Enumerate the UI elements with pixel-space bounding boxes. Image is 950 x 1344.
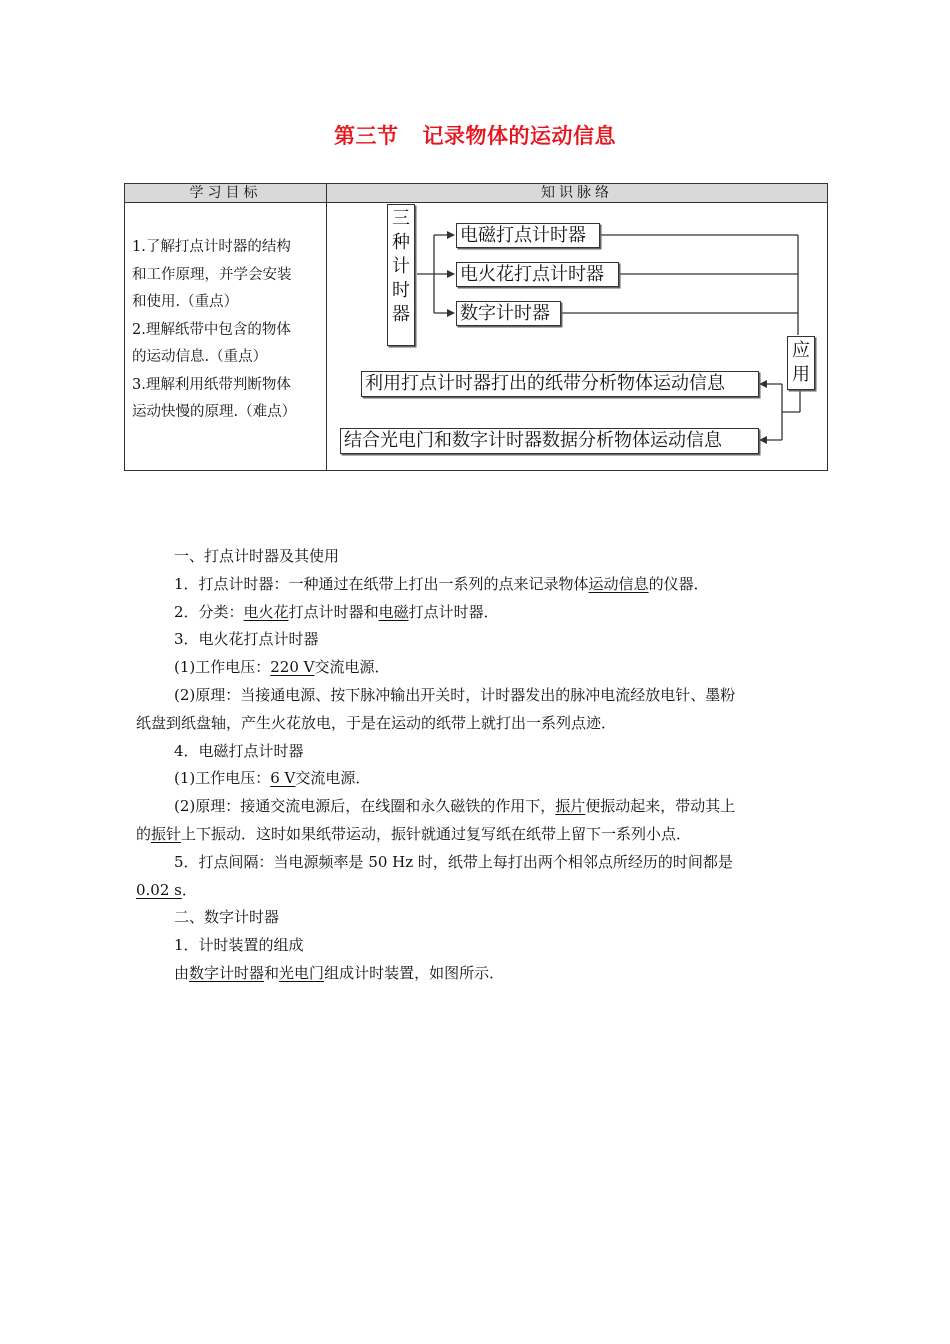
vertical-char: 三 <box>392 208 410 229</box>
box-label: 结合光电门和数字计时器数据分析物体运动信息 <box>344 430 722 451</box>
paragraph <box>136 765 816 793</box>
learning-goals-list <box>132 234 328 427</box>
text: 的 <box>136 824 152 843</box>
answer-blank: 电磁 <box>378 602 409 621</box>
photogate-analysis-box <box>340 428 759 454</box>
page-title <box>0 120 950 150</box>
vertical-char: 用 <box>792 364 810 385</box>
answer-blank: 振片 <box>555 797 586 816</box>
goal-line: 2.理解纸带中包含的物体 <box>132 321 291 338</box>
goal-line: 和使用.（重点） <box>132 294 239 310</box>
paragraph: 5．打点间隔：当电源频率是 50 Hz 时，纸带上每打出两个相邻点所经历的时间都是 <box>174 852 733 871</box>
answer-blank: 220 V <box>270 658 315 677</box>
paragraph <box>136 793 816 821</box>
vertical-char: 种 <box>392 232 410 253</box>
answer-blank: 0.02 s <box>136 880 182 899</box>
section-heading: 一、打点计时器及其使用 <box>174 547 340 565</box>
answer-blank: 电火花 <box>243 602 289 621</box>
vertical-char: 时 <box>392 280 410 301</box>
box-label: 电磁打点计时器 <box>460 224 586 246</box>
paragraph-continuation <box>136 821 816 849</box>
text: (1)工作电压： <box>174 658 271 677</box>
title-topic: 记录物体的运动信息 <box>422 124 616 148</box>
vertical-char: 应 <box>792 340 810 361</box>
text: (1)工作电压： <box>174 769 271 788</box>
application-box <box>787 336 815 390</box>
answer-blank: 振针 <box>151 824 182 843</box>
three-timers-box <box>387 204 415 346</box>
vertical-char: 计 <box>392 256 410 277</box>
paragraph <box>136 571 816 599</box>
paragraph <box>136 654 816 682</box>
electromagnetic-timer-box <box>456 223 600 248</box>
answer-blank: 数字计时器 <box>189 963 265 982</box>
answer-blank: 运动信息 <box>588 574 649 593</box>
lesson-content <box>136 543 816 988</box>
answer-blank: 光电门 <box>279 963 325 982</box>
text: 1．打点计时器：一种通过在纸带上打出一系列的点来记录物体 <box>174 574 589 593</box>
text: 组成计时装置，如图所示． <box>324 963 505 982</box>
text: 打点计时器和 <box>288 602 379 621</box>
goal-line: 3.理解利用纸带判断物体 <box>132 376 291 393</box>
knowledge-map-diagram <box>326 202 826 470</box>
text: (2)原理：接通交流电源后，在线圈和永久磁铁的作用下， <box>174 797 556 816</box>
text: 和 <box>264 963 280 982</box>
text: ． <box>181 880 197 899</box>
box-label: 电火花打点计时器 <box>460 263 604 285</box>
paragraph <box>136 599 816 627</box>
vertical-char: 器 <box>392 304 410 325</box>
paragraph <box>136 960 816 988</box>
spark-timer-box <box>456 262 619 287</box>
tape-analysis-box <box>361 371 759 397</box>
paragraph: (2)原理：当接通电源、按下脉冲输出开关时，计时器发出的脉冲电流经放电针、墨粉 <box>174 685 736 704</box>
text: 便振动起来，带动其上 <box>585 797 736 816</box>
section-heading: 二、数字计时器 <box>174 908 280 927</box>
paragraph-continuation: 纸盘到纸盘轴，产生火花放电，于是在运动的纸带上就打出一系列点迹． <box>136 713 617 732</box>
goal-line: 的运动信息.（重点） <box>132 349 268 365</box>
text: 上下振动．这时如果纸带运动，振针就通过复写纸在纸带上留下一系列小点． <box>181 824 692 843</box>
text: 2．分类： <box>174 602 244 621</box>
goal-line: 运动快慢的原理.（难点） <box>132 404 297 420</box>
box-label: 利用打点计时器打出的纸带分析物体运动信息 <box>365 373 725 394</box>
title-section-number: 第三节 <box>334 124 399 148</box>
answer-blank: 6 V <box>270 769 296 788</box>
goal-line: 1.了解打点计时器的结构 <box>132 239 291 255</box>
header-knowledge-map: 知识脉络 <box>541 185 613 201</box>
paragraph: 4．电磁打点计时器 <box>174 741 304 760</box>
header-learning-goals: 学习目标 <box>189 185 262 201</box>
paragraph: 3．电火花打点计时器 <box>174 630 319 649</box>
digital-timer-box <box>456 301 561 326</box>
text: 的仪器． <box>648 574 709 593</box>
paragraph-continuation <box>136 877 816 905</box>
goal-line: 和工作原理，并学会安装 <box>132 266 292 283</box>
text: 交流电源． <box>314 658 390 677</box>
text: 交流电源． <box>295 769 371 788</box>
box-label: 数字计时器 <box>460 302 550 324</box>
text: 由 <box>174 963 190 982</box>
text: 打点计时器． <box>408 602 499 621</box>
paragraph: 1．计时装置的组成 <box>174 936 304 955</box>
